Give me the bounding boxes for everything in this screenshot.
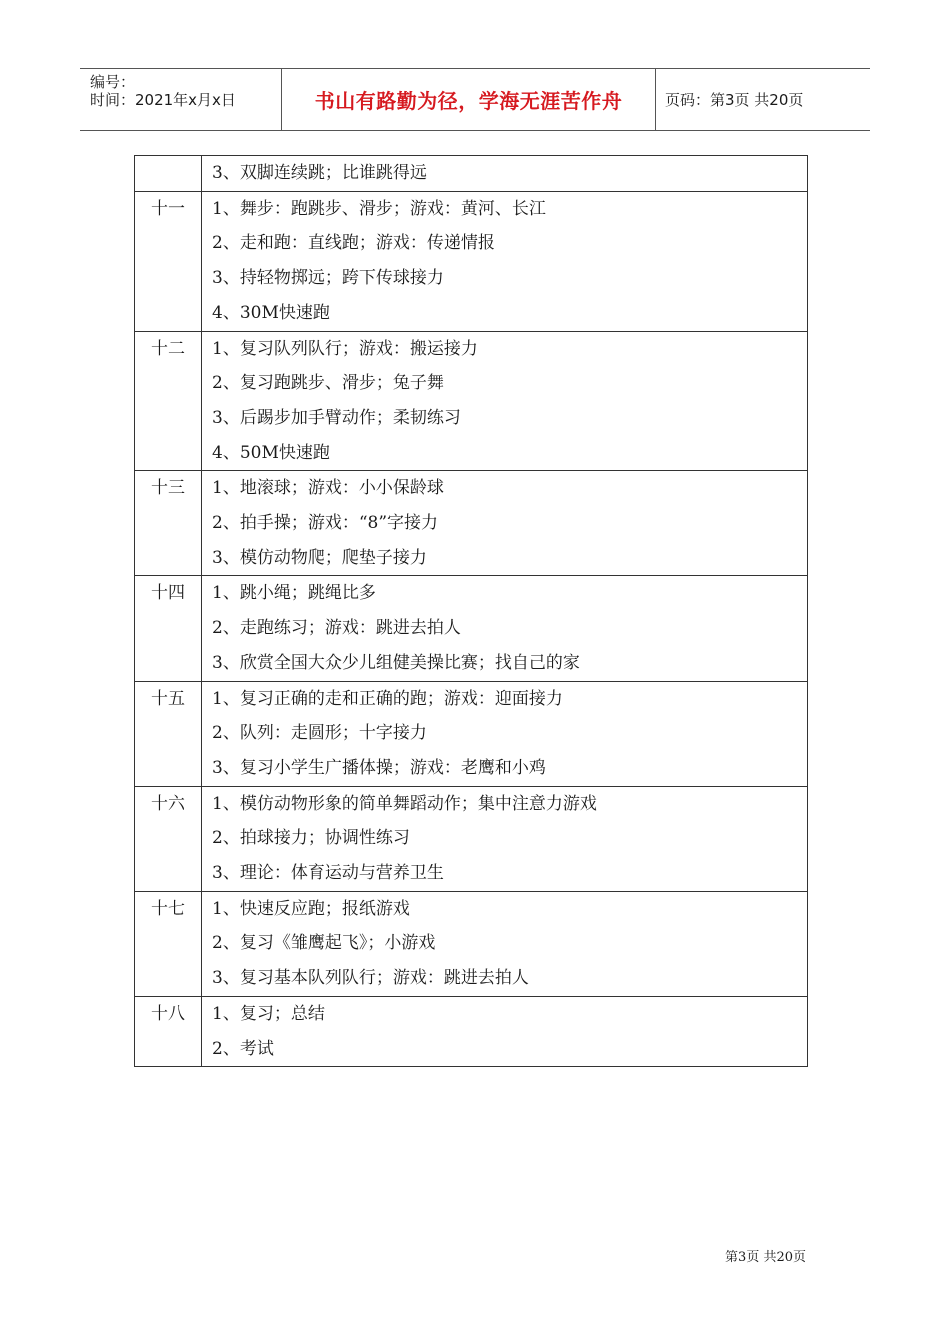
items-cell xyxy=(202,786,808,891)
list-item: 2、走跑练习；游戏：跳进去拍人 xyxy=(212,618,461,639)
list-item: 3、持轻物掷远；跨下传球接力 xyxy=(212,268,444,289)
list-item: 2、复习《雏鹰起飞》；小游戏 xyxy=(212,933,436,954)
list-item: 3、复习基本队列队行；游戏：跳进去拍人 xyxy=(212,968,529,989)
week-cell xyxy=(135,331,202,471)
motto: 书山有路勤为径，学海无涯苦作舟 xyxy=(314,89,623,113)
list-item: 3、后踢步加手臂动作；柔韧练习 xyxy=(212,407,461,428)
list-item: 1、跳小绳；跳绳比多 xyxy=(212,583,376,604)
items-cell xyxy=(202,471,808,576)
table-row xyxy=(135,471,808,576)
items-cell xyxy=(202,996,808,1066)
table-row xyxy=(135,576,808,681)
document-header xyxy=(80,68,870,131)
week-cell xyxy=(135,576,202,681)
week-label: 十五 xyxy=(151,688,185,709)
list-item: 1、复习正确的走和正确的跑；游戏：迎面接力 xyxy=(212,688,563,709)
list-item: 1、复习队列队行；游戏：搬运接力 xyxy=(212,338,478,359)
list-item: 3、复习小学生广播体操；游戏：老鹰和小鸡 xyxy=(212,757,546,778)
table-row xyxy=(135,331,808,471)
table-row xyxy=(135,786,808,891)
list-item: 4、30M快速跑 xyxy=(212,302,330,323)
week-label: 十八 xyxy=(151,1003,185,1024)
time-label: 时间：2021年x月x日 xyxy=(90,91,236,109)
list-item: 2、考试 xyxy=(212,1038,274,1059)
items-cell xyxy=(202,191,808,331)
list-item: 2、拍球接力；协调性练习 xyxy=(212,828,410,849)
table-row xyxy=(135,681,808,786)
week-label: 十六 xyxy=(151,793,185,814)
list-item: 3、欣赏全国大众少儿组健美操比赛；找自己的家 xyxy=(212,652,580,673)
week-label: 十二 xyxy=(151,338,185,359)
list-item: 3、模仿动物爬；爬垫子接力 xyxy=(212,547,427,568)
table-row xyxy=(135,996,808,1066)
list-item: 1、舞步：跑跳步、滑步；游戏：黄河、长江 xyxy=(212,198,546,219)
table-row xyxy=(135,891,808,996)
items-cell xyxy=(202,891,808,996)
list-item: 1、快速反应跑；报纸游戏 xyxy=(212,898,410,919)
list-item: 2、队列：走圆形；十字接力 xyxy=(212,723,427,744)
week-label: 十七 xyxy=(151,898,185,919)
list-item: 2、走和跑：直线跑；游戏：传递情报 xyxy=(212,233,495,254)
list-item: 2、拍手操；游戏：“8”字接力 xyxy=(212,513,439,534)
table-row xyxy=(135,191,808,331)
week-cell xyxy=(135,191,202,331)
list-item: 2、复习跑跳步、滑步；兔子舞 xyxy=(212,373,444,394)
page-info: 页码：第3页 共20页 xyxy=(665,91,804,109)
list-item: 4、50M快速跑 xyxy=(212,442,330,463)
page-footer: 第3页 共20页 xyxy=(725,1250,806,1265)
week-cell xyxy=(135,891,202,996)
list-item: 1、地滚球；游戏：小小保龄球 xyxy=(212,478,444,499)
header-meta xyxy=(80,69,280,130)
header-motto-cell xyxy=(281,69,656,130)
list-item: 1、模仿动物形象的简单舞蹈动作；集中注意力游戏 xyxy=(212,793,597,814)
items-cell xyxy=(202,156,808,192)
items-cell xyxy=(202,331,808,471)
week-label: 十三 xyxy=(151,478,185,499)
week-cell xyxy=(135,996,202,1066)
items-cell xyxy=(202,681,808,786)
schedule-body xyxy=(135,156,808,1067)
header-page-cell xyxy=(655,69,870,130)
list-item: 3、双脚连续跳；比谁跳得远 xyxy=(212,163,427,183)
number-label: 编号： xyxy=(90,73,136,91)
list-item: 1、复习；总结 xyxy=(212,1003,325,1024)
week-label: 十四 xyxy=(151,583,185,604)
schedule-table xyxy=(134,155,808,1067)
week-cell xyxy=(135,786,202,891)
items-cell xyxy=(202,576,808,681)
list-item: 3、理论：体育运动与营养卫生 xyxy=(212,863,444,884)
week-label: 十一 xyxy=(151,198,185,219)
week-cell xyxy=(135,156,202,192)
table-row xyxy=(135,156,808,192)
week-cell xyxy=(135,681,202,786)
week-cell xyxy=(135,471,202,576)
